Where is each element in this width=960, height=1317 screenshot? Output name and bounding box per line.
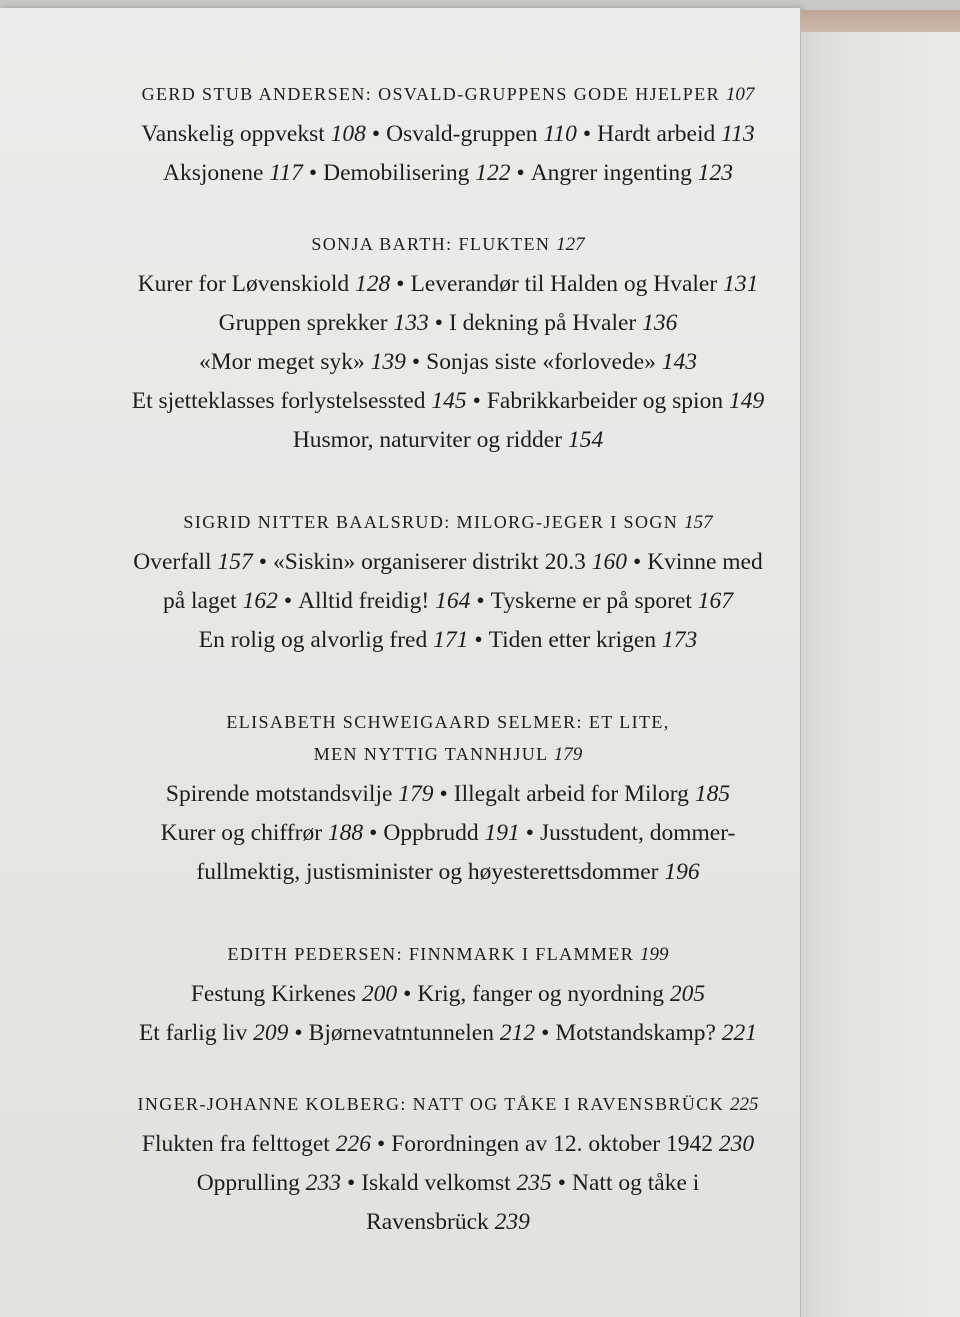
subsection-line	[68, 814, 828, 853]
bullet-separator: •	[541, 1020, 550, 1046]
heading-separator: :	[400, 1094, 413, 1114]
subsection-title: I dekning på Hvaler	[448, 310, 637, 336]
toc-section	[68, 940, 828, 1053]
bullet-separator: •	[371, 121, 381, 147]
subsection-page-number: 145	[431, 388, 467, 414]
subsection-page-number: 188	[327, 820, 364, 846]
subsection-title: Motstandskamp?	[555, 1020, 716, 1046]
chapter-title-continued: MEN NYTTIG TANNHJUL	[313, 744, 548, 764]
subsection-page-number: 122	[475, 160, 511, 186]
chapter-heading	[68, 708, 828, 736]
subsection-title: Iskald velkomst	[361, 1170, 511, 1196]
subsection-page-number: 191	[484, 820, 520, 846]
chapter-page-number: 157	[684, 512, 713, 533]
subsection-title: Natt og tåke i	[572, 1170, 700, 1196]
subsection-title: på laget	[162, 588, 237, 614]
subsection-page-number: 143	[661, 349, 698, 375]
subsection-page-number: 139	[370, 349, 406, 375]
subsection-page-number: 108	[330, 121, 366, 147]
heading-separator: :	[444, 512, 457, 532]
subsection-title: fullmektig, justisminister og høyesterettsdommer	[196, 859, 659, 885]
chapter-author: INGER-JOHANNE KOLBERG	[137, 1094, 401, 1114]
subsection-page-number: 136	[642, 310, 678, 336]
subsection-line	[68, 1203, 828, 1242]
book-page	[0, 8, 800, 1317]
subsection-title: Et sjetteklasses forlystelsessted	[131, 388, 426, 414]
subsection-page-number: 117	[269, 160, 303, 186]
subsection-page-number: 212	[499, 1020, 536, 1046]
toc-section	[68, 508, 828, 660]
bullet-separator: •	[557, 1170, 567, 1196]
subsection-line	[68, 775, 828, 814]
subsection-title: Gruppen sprekker	[218, 310, 388, 336]
background-corner	[801, 10, 960, 32]
subsection-line	[68, 343, 828, 382]
chapter-title: OSVALD-GRUPPENS GODE HJELPER	[378, 84, 721, 104]
subsection-page-number: 131	[723, 271, 759, 297]
bullet-separator: •	[396, 271, 405, 297]
subsection-title: Krig, fanger og nyordning	[417, 981, 665, 1007]
subsection-page-number: 162	[242, 588, 278, 614]
subsection-page-number: 185	[694, 781, 731, 807]
chapter-heading	[68, 1090, 828, 1119]
bullet-separator: •	[369, 820, 378, 846]
subsection-title: «Mor meget syk»	[198, 349, 365, 375]
subsection-title: Ravensbrück	[366, 1209, 489, 1235]
heading-separator: :	[576, 712, 589, 732]
subsection-page-number: 221	[721, 1020, 758, 1046]
toc-section	[68, 80, 828, 193]
subsection-list	[68, 775, 828, 892]
subsection-page-number: 179	[398, 781, 434, 807]
subsection-line	[68, 1014, 828, 1053]
subsection-list	[68, 975, 828, 1053]
subsection-title: «Siskin» organiserer distrikt 20.3	[272, 549, 586, 575]
heading-separator: :	[446, 234, 459, 254]
subsection-line	[68, 421, 828, 460]
subsection-page-number: 123	[697, 160, 734, 186]
chapter-page-number: 127	[556, 234, 585, 255]
subsection-list	[68, 1125, 828, 1242]
bullet-separator: •	[525, 820, 535, 846]
bullet-separator: •	[474, 627, 483, 653]
bullet-separator: •	[516, 160, 525, 186]
subsection-title: Kvinne med	[647, 549, 763, 575]
subsection-title: Opprulling	[196, 1170, 300, 1196]
subsection-page-number: 171	[433, 627, 469, 653]
chapter-page-number: 107	[725, 84, 755, 105]
bullet-separator: •	[434, 310, 443, 336]
subsection-page-number: 239	[494, 1209, 530, 1235]
chapter-heading	[68, 230, 828, 259]
subsection-line	[68, 543, 828, 582]
subsection-line	[68, 1125, 828, 1164]
subsection-title: Aksjonene	[162, 160, 264, 186]
bullet-separator: •	[308, 160, 318, 186]
chapter-page-number: 199	[640, 944, 669, 965]
toc-section	[68, 1090, 828, 1242]
subsection-page-number: 167	[697, 588, 734, 614]
subsection-line	[68, 304, 828, 343]
chapter-title: NATT OG TÅKE I RAVENSBRÜCK	[412, 1094, 725, 1114]
bullet-separator: •	[283, 588, 293, 614]
chapter-heading-continued	[68, 740, 828, 769]
chapter-author: EDITH PEDERSEN	[227, 944, 397, 964]
subsection-line	[68, 115, 828, 154]
subsection-title: Demobilisering	[323, 160, 470, 186]
subsection-page-number: 157	[217, 549, 253, 575]
chapter-heading	[68, 80, 828, 109]
subsection-page-number: 209	[253, 1020, 289, 1046]
subsection-page-number: 149	[728, 388, 765, 414]
chapter-page-number: 225	[730, 1094, 759, 1115]
subsection-title: Sonjas siste «forlovede»	[426, 349, 656, 375]
subsection-line	[68, 582, 828, 621]
subsection-title: Festung Kirkenes	[190, 981, 356, 1007]
subsection-page-number: 235	[516, 1170, 552, 1196]
bullet-separator: •	[346, 1170, 356, 1196]
subsection-title: Osvald-gruppen	[386, 121, 538, 147]
subsection-page-number: 113	[721, 121, 755, 147]
subsection-page-number: 196	[664, 859, 700, 885]
subsection-title: Alltid freidig!	[298, 588, 430, 614]
bullet-separator: •	[376, 1131, 386, 1157]
subsection-title: Fabrikkarbeider og spion	[486, 388, 724, 414]
subsection-page-number: 133	[393, 310, 429, 336]
chapter-author: GERD STUB ANDERSEN	[141, 84, 366, 104]
bullet-separator: •	[258, 549, 267, 575]
subsection-page-number: 205	[669, 981, 706, 1007]
subsection-title: Kurer og chiffrør	[160, 820, 323, 846]
subsection-page-number: 110	[543, 121, 577, 147]
toc-section	[68, 230, 828, 460]
bullet-separator: •	[439, 781, 448, 807]
subsection-title: Jusstudent, dommer-	[540, 820, 736, 846]
bullet-separator: •	[403, 981, 412, 1007]
bullet-separator: •	[472, 388, 481, 414]
subsection-line	[68, 975, 828, 1014]
subsection-title: Flukten fra felttoget	[141, 1131, 330, 1157]
subsection-page-number: 226	[335, 1131, 371, 1157]
subsection-title: Spirende motstandsvilje	[165, 781, 393, 807]
subsection-line	[68, 853, 828, 892]
subsection-page-number: 154	[567, 427, 604, 453]
subsection-title: Angrer ingenting	[530, 160, 692, 186]
chapter-title: MILORG-JEGER I SOGN	[456, 512, 679, 532]
subsection-page-number: 164	[435, 588, 471, 614]
subsection-title: Leverandør til Halden og Hvaler	[410, 271, 718, 297]
subsection-title: Overfall	[133, 549, 212, 575]
chapter-author: ELISABETH SCHWEIGAARD SELMER	[226, 712, 577, 732]
chapter-title: ET LITE,	[588, 712, 670, 732]
subsection-title: Husmor, naturviter og ridder	[292, 427, 563, 453]
subsection-title: Tiden etter krigen	[488, 627, 657, 653]
subsection-list	[68, 265, 828, 460]
chapter-heading	[68, 508, 828, 537]
subsection-line	[68, 382, 828, 421]
subsection-page-number: 230	[718, 1131, 755, 1157]
bullet-separator: •	[294, 1020, 303, 1046]
subsection-title: Forordningen av 12. oktober 1942	[391, 1131, 713, 1157]
bullet-separator: •	[476, 588, 485, 614]
subsection-line	[68, 1164, 828, 1203]
toc-section	[68, 708, 828, 892]
bullet-separator: •	[582, 121, 592, 147]
subsection-title: Illegalt arbeid for Milorg	[453, 781, 689, 807]
subsection-title: Et farlig liv	[138, 1020, 248, 1046]
chapter-title: FINNMARK I FLAMMER	[408, 944, 635, 964]
chapter-page-number: 179	[553, 744, 583, 765]
subsection-list	[68, 115, 828, 193]
subsection-title: Vanskelig oppvekst	[141, 121, 325, 147]
chapter-author: SONJA BARTH	[311, 234, 447, 254]
subsection-page-number: 160	[591, 549, 627, 575]
heading-separator: :	[365, 84, 379, 104]
subsection-title: Tyskerne er på sporet	[490, 588, 692, 614]
subsection-title: Oppbrudd	[383, 820, 479, 846]
subsection-line	[68, 154, 828, 193]
subsection-page-number: 128	[355, 271, 391, 297]
bullet-separator: •	[411, 349, 421, 375]
subsection-list	[68, 543, 828, 660]
facing-page	[800, 10, 960, 1317]
subsection-title: Kurer for Løvenskiold	[137, 271, 350, 297]
bullet-separator: •	[632, 549, 642, 575]
subsection-page-number: 200	[361, 981, 398, 1007]
chapter-author: SIGRID NITTER BAALSRUD	[183, 512, 445, 532]
subsection-line	[68, 265, 828, 304]
heading-separator: :	[396, 944, 409, 964]
chapter-title: FLUKTEN	[458, 234, 551, 254]
subsection-title: Hardt arbeid	[597, 121, 716, 147]
chapter-heading	[68, 940, 828, 969]
subsection-title: En rolig og alvorlig fred	[198, 627, 428, 653]
subsection-title: Bjørnevatntunnelen	[308, 1020, 494, 1046]
subsection-line	[68, 621, 828, 660]
subsection-page-number: 233	[305, 1170, 341, 1196]
subsection-page-number: 173	[661, 627, 698, 653]
